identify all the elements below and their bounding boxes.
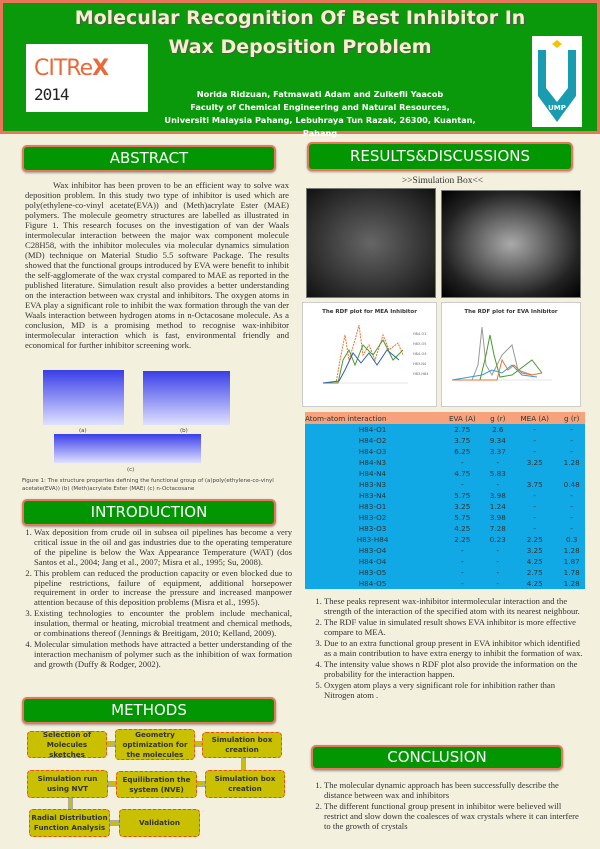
figure-octacosane-molecule <box>54 434 201 463</box>
table-cell: 1.24 <box>485 501 512 512</box>
conclusion-list <box>308 780 583 832</box>
ump-logo <box>532 36 582 127</box>
arrow-icon <box>107 741 115 747</box>
table-cell: 3.25 <box>511 545 558 556</box>
table-cell: H83-H84 <box>305 534 440 545</box>
table-cell: H84-O1 <box>305 424 440 435</box>
table-cell: - <box>558 435 585 446</box>
arrow-icon <box>68 798 73 809</box>
results-notes <box>308 596 583 701</box>
table-cell: H83-O4 <box>305 545 440 556</box>
table-cell: - <box>558 501 585 512</box>
citrex-logo: CITReX 2014 <box>26 44 148 112</box>
column-header: g (r) <box>558 412 585 424</box>
table-cell: - <box>485 578 512 589</box>
table-cell: 4.75 <box>440 468 484 479</box>
table-cell: 1.28 <box>558 457 585 468</box>
table-cell: - <box>558 490 585 501</box>
abstract-heading: ABSTRACT <box>22 145 276 172</box>
methods-heading: METHODS <box>22 697 276 724</box>
flow-step: Equilibration the system (NVE) <box>116 771 197 798</box>
table-row <box>305 534 585 545</box>
table-cell: 1.28 <box>558 578 585 589</box>
fig-label-a: (a) <box>79 428 87 434</box>
table-cell: 4.25 <box>511 556 558 567</box>
table-cell: 9.34 <box>485 435 512 446</box>
table-cell: - <box>511 424 558 435</box>
table-cell: 2.6 <box>485 424 512 435</box>
table-cell: 3.25 <box>511 457 558 468</box>
arrow-icon <box>241 758 246 770</box>
table-cell: - <box>558 512 585 523</box>
arrow-icon <box>195 741 202 747</box>
table-row <box>305 468 585 479</box>
faculty: Faculty of Chemical Engineering and Natural Resources, <box>190 102 450 112</box>
svg-text:H84-O1: H84-O1 <box>413 332 427 336</box>
svg-text:H83-N4: H83-N4 <box>413 362 427 366</box>
flow-step: Selection of Molecules sketches <box>27 731 107 758</box>
list-item: 3. Existing technologies to encounter the problem include mechanical, insulation, thermal or heating, microbial treatment and chemical methods, or combinations thereof (Jennings & Breitigam, 2010; Kelland, 2009). <box>34 609 292 639</box>
table-cell: H83-O5 <box>305 567 440 578</box>
table-cell: 1.87 <box>558 556 585 567</box>
rdf-plot-eva-lines <box>442 315 580 400</box>
table-cell: - <box>485 567 512 578</box>
figure-mae-molecule <box>143 371 230 425</box>
table-cell: - <box>485 457 512 468</box>
table-cell: - <box>440 556 484 567</box>
table-cell: H83-O1 <box>305 501 440 512</box>
list-item: 3. Due to an extra functional group present in EVA inhibitor which identified as a main contribution to have extra energy to inhibit the formation of wax. <box>324 638 583 658</box>
table-cell: - <box>440 479 484 490</box>
column-header: MEA (A) <box>511 412 558 424</box>
table-row <box>305 490 585 501</box>
plot-title: The RDF plot for EVA Inhibitor <box>464 309 558 315</box>
table-row <box>305 512 585 523</box>
table-cell: - <box>440 457 484 468</box>
table-cell: 3.98 <box>485 512 512 523</box>
table-cell: 3.75 <box>511 479 558 490</box>
table-cell: 4.25 <box>511 578 558 589</box>
table-cell: H83-N4 <box>305 490 440 501</box>
table-cell: - <box>558 424 585 435</box>
flow-step: Simulation box creation <box>202 732 282 758</box>
authors-block <box>150 88 490 140</box>
simulation-box-image-eva <box>441 190 581 298</box>
table-cell: 2.75 <box>511 567 558 578</box>
svg-text:H84-O4: H84-O4 <box>413 352 427 356</box>
table-cell <box>558 468 585 479</box>
rdf-plot-mea <box>302 302 437 407</box>
flow-step: Simulation box creation <box>205 770 285 798</box>
table-row <box>305 435 585 446</box>
table-row <box>305 556 585 567</box>
table-cell: - <box>440 567 484 578</box>
introduction-heading: INTRODUCTION <box>22 499 276 526</box>
table-row <box>305 457 585 468</box>
table-cell: 6.25 <box>440 446 484 457</box>
table-cell: - <box>511 501 558 512</box>
table-cell: 7.28 <box>485 523 512 534</box>
table-cell: 0.3 <box>558 534 585 545</box>
table-cell: - <box>511 490 558 501</box>
conclusion-heading: CONCLUSION <box>311 745 563 770</box>
svg-text:UMP: UMP <box>548 104 566 112</box>
address: Universiti Malaysia Pahang, Lebuhraya Tun Razak, 26300, Kuantan, Pahang <box>164 115 476 138</box>
figure-eva-molecule <box>43 370 124 425</box>
table-cell: - <box>440 545 484 556</box>
results-heading: RESULTS&DISCUSSIONS <box>307 142 573 171</box>
flow-step: Radial Distribution Function Analysis <box>29 809 110 837</box>
table-cell: - <box>485 545 512 556</box>
table-row <box>305 479 585 490</box>
flow-step: Simulation run using NVT <box>27 770 108 798</box>
table-cell <box>511 468 558 479</box>
table-row <box>305 567 585 578</box>
table-cell: 2.25 <box>511 534 558 545</box>
table-cell: 2.75 <box>440 424 484 435</box>
table-cell: 0.23 <box>485 534 512 545</box>
table-cell: 3.37 <box>485 446 512 457</box>
svg-text:H83-H84: H83-H84 <box>413 372 429 376</box>
table-cell: 5.75 <box>440 490 484 501</box>
table-cell: 3.75 <box>440 435 484 446</box>
list-item: 1. These peaks represent wax-inhibitor intermolecular interaction and the strength of the interaction of the specified atom with its nearest neighbour. <box>324 596 583 616</box>
table-row <box>305 501 585 512</box>
arrow-icon <box>197 781 205 787</box>
list-item: 4. Molecular simulation methods have attracted a better understanding of the interaction mechanism of polymer such as the inhibition of wax formation and growth (Duffy & Rodger, 2002). <box>34 640 292 670</box>
fig-label-c: (c) <box>127 467 135 473</box>
table-cell: 2.25 <box>440 534 484 545</box>
table-cell: H84-O3 <box>305 446 440 457</box>
table-row <box>305 446 585 457</box>
plot-title: The RDF plot for MEA Inhibitor <box>322 309 417 315</box>
abstract-text: Wax inhibitor has been proven to be an efficient way to solve wax deposition problem. In this study two type of inhibitor is used which are poly(ethylene-co-vinyl acetate(EVA)) and (Meth)acrylate Ester (MAE) polymers. The molecule geometry structures are labelled as illustrated in Figure 1. This research focuses on the investigation of van der Waals intermolecular interaction between the major wax component molecule C28H58, with the inhibitor molecules via molecular dynamics simulation (MD) technique on Material Studio 5.5 software Package. The results showed that the functional groups introduced by EVA were benefit to inhibit the self-agglomerate of the wax crystal compared to MAE as reported in the published literature. Simulation result also provides a better understanding on the interaction between wax crystal and inhibitors. The oxygen atoms in EVA play a significant role to inhibit the wax formation through the van der Waals interaction between hydrogen atoms in n-Octacosane molecule. As a conclusion, MD is a promising method to recognise wax-inhibitor intermolecular interaction which is fast, environmental friendly and economical for further inhibitor screening work. <box>25 180 289 350</box>
column-header: Atom-atom interaction <box>305 412 440 424</box>
table-cell: 3.25 <box>440 501 484 512</box>
simulation-box-image-mea <box>306 188 436 298</box>
table-cell: - <box>485 479 512 490</box>
list-item: 1. The molecular dynamic approach has been successfully describe the distance between wax and inhibitors <box>324 780 583 800</box>
rdf-plot-mea-lines <box>303 315 436 400</box>
table-cell: H83-N3 <box>305 479 440 490</box>
flow-step: Geometry optimization for the molecules <box>115 729 195 760</box>
table-cell: 1.28 <box>558 545 585 556</box>
table-cell: H83-O3 <box>305 523 440 534</box>
fig-label-b: (b) <box>180 428 188 434</box>
table-cell: H83-O2 <box>305 512 440 523</box>
list-item: 5. Oxygen atom plays a very significant role for inhibition rather than Nitrogen atom . <box>324 680 583 700</box>
table-cell: 5.83 <box>485 468 512 479</box>
list-item: 4. The intensity value shows n RDF plot also provide the information on the probability for the interaction happen. <box>324 659 583 679</box>
flow-step: Validation <box>119 809 200 837</box>
table-cell: - <box>511 446 558 457</box>
arrow-icon <box>108 781 116 787</box>
table-cell: - <box>440 578 484 589</box>
table-cell: 1.78 <box>558 567 585 578</box>
table-cell: H84-N3 <box>305 457 440 468</box>
introduction-list <box>18 528 292 671</box>
table-cell: H84-N4 <box>305 468 440 479</box>
list-item: 2. The different functional group present in inhibitor were believed will restrict and slow down the coalesces of wax crystals where it can interfere to the growth of crystals <box>324 801 583 831</box>
table-header-row <box>305 412 585 424</box>
table-cell: 5.75 <box>440 512 484 523</box>
column-header: g (r) <box>485 412 512 424</box>
table-cell: 0.48 <box>558 479 585 490</box>
authors: Norida Ridzuan, Fatmawati Adam and Zulkefli Yaacob <box>196 89 444 99</box>
figure-caption: Figure 1: The structure properties defining the functional group of (a)poly(ethylene-co-vinyl acetate(EVA)) (b) (Meth)acrylate Ester (MAE) (c) n-Octacosane <box>22 478 274 492</box>
table-cell: - <box>485 556 512 567</box>
list-item: 2. This problem can reduced the production capacity or even blocked due to pipeline restrictions, failure of equipment, additional horsepower requirement in order to increase the pressure and increased manpower attention because of this deposition problems (Misra et al., 1995). <box>34 569 292 609</box>
table-cell: - <box>558 523 585 534</box>
table-row <box>305 424 585 435</box>
table-row <box>305 523 585 534</box>
column-header: EVA (A) <box>440 412 484 424</box>
rdf-results-table <box>305 412 585 589</box>
table-cell: - <box>558 446 585 457</box>
list-item: 1. Wax deposition from crude oil in subsea oil pipelines has become a very critical issue in the oil and gas industries due to the operating temperature of the pipeline is below the Wax Appearance Temperature (WAT) (dos Santos et al., 2004; Jang et al., 2007; Misra et al., 1995; Su, 2008). <box>34 528 292 568</box>
table-cell: - <box>511 523 558 534</box>
list-item: 2. The RDF value in simulated result shows EVA inhibitor is more effective compare to MEA. <box>324 617 583 637</box>
table-row <box>305 545 585 556</box>
table-cell: H84-O4 <box>305 556 440 567</box>
simulation-box-label: >>Simulation Box<< <box>401 176 484 186</box>
arrow-icon <box>110 820 119 826</box>
table-row <box>305 578 585 589</box>
table-cell: H84-O2 <box>305 435 440 446</box>
table-cell: - <box>511 512 558 523</box>
table-cell: 3.98 <box>485 490 512 501</box>
table-cell: 4.25 <box>440 523 484 534</box>
svg-text:H83-O5: H83-O5 <box>413 342 427 346</box>
poster-title: Molecular Recognition Of Best Inhibitor In Wax Deposition Problem <box>74 7 526 58</box>
rdf-plot-eva <box>441 302 581 407</box>
table-cell: H84-O5 <box>305 578 440 589</box>
table-cell: - <box>511 435 558 446</box>
